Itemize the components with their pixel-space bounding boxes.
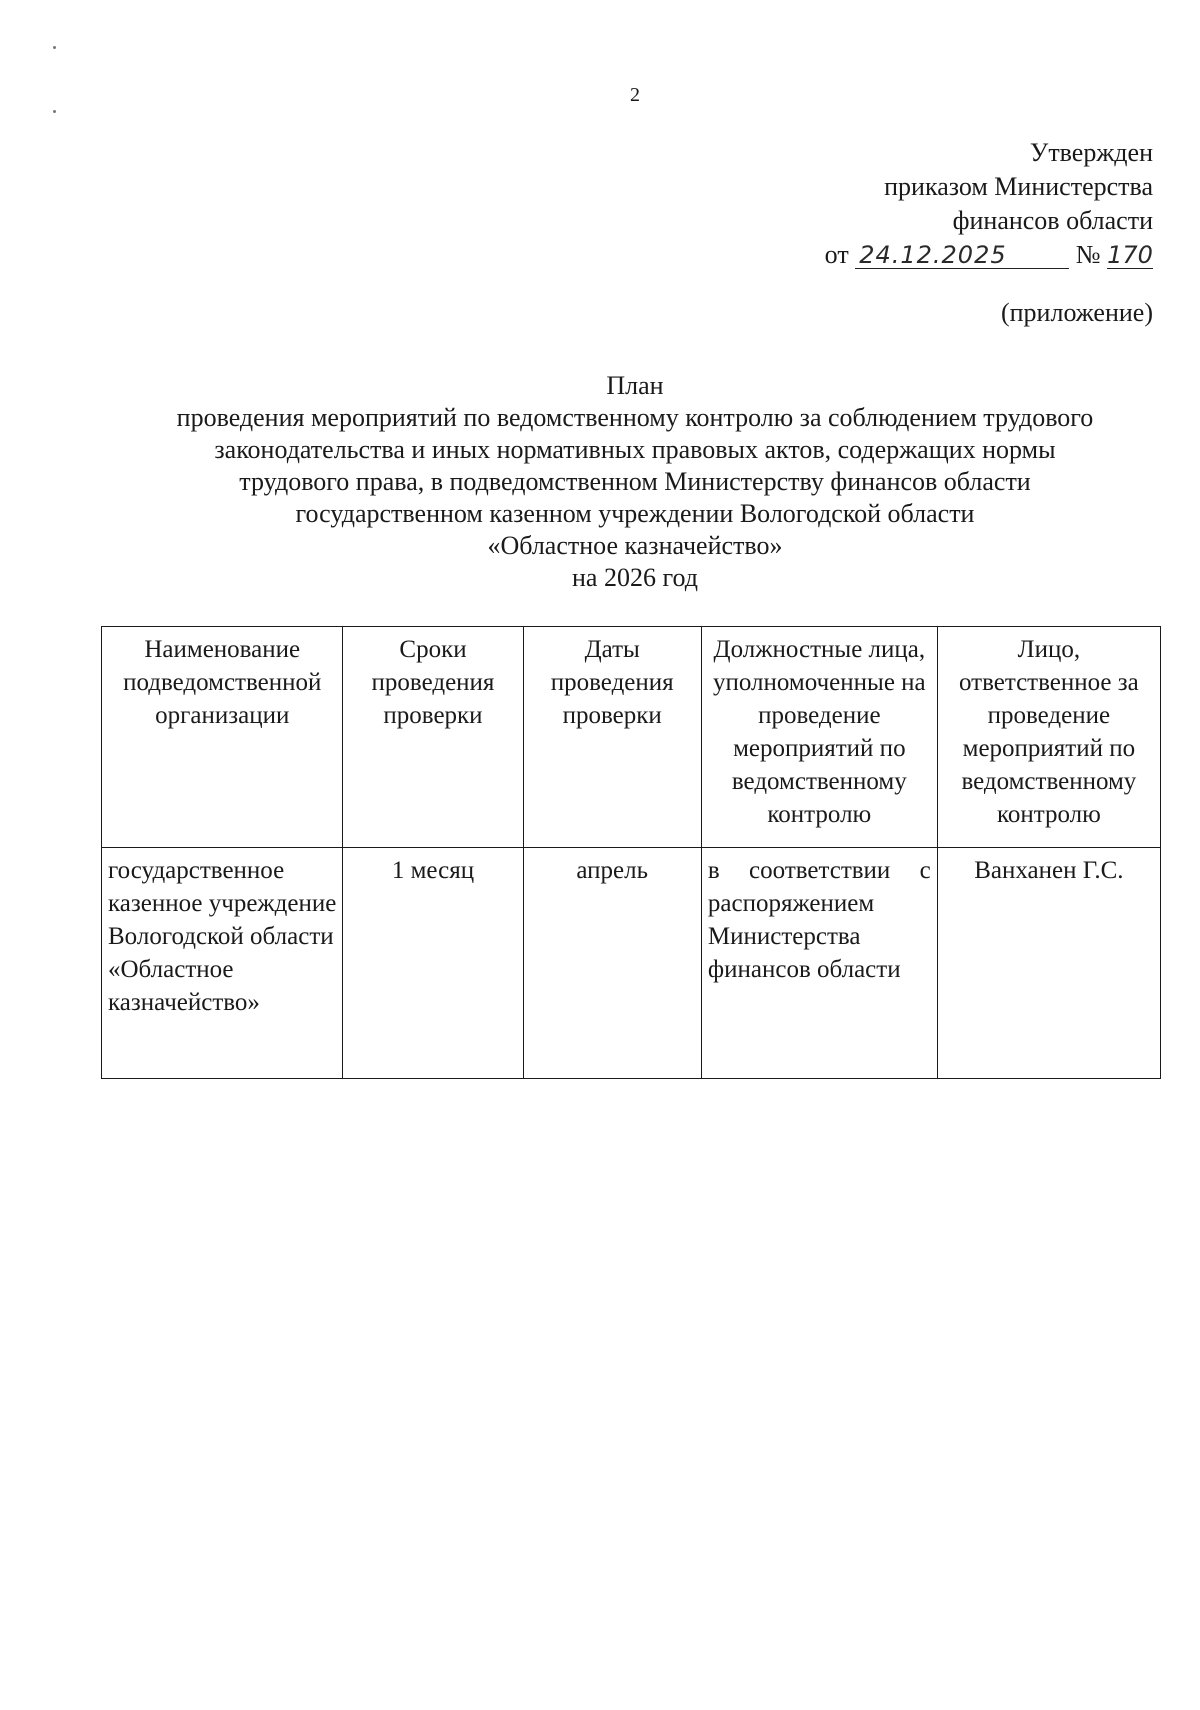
page-number: 2: [630, 84, 640, 106]
approval-date-line: [825, 238, 1153, 272]
approval-line-2: приказом Министерства: [884, 172, 1153, 201]
header-responsible: Лицо, ответственное за проведение мероприятий по ведомственному контролю: [937, 627, 1160, 848]
approval-line-3: финансов области: [952, 206, 1153, 235]
title-line-5: «Областное казначейство»: [487, 531, 783, 560]
header-duration: Сроки проведения проверки: [343, 627, 523, 848]
table-row: [102, 848, 1161, 1079]
document-title: [100, 370, 1170, 594]
approval-line-1: Утвержден: [1029, 138, 1153, 167]
header-officials: Должностные лица, уполномоченные на проведение мероприятий по ведомственному контролю: [701, 627, 937, 848]
handwritten-number: 170: [1107, 241, 1153, 269]
cell-responsible: Ванханен Г.С.: [937, 848, 1160, 1079]
header-organization: Наименование подведомственной организации: [102, 627, 343, 848]
table-header-row: [102, 627, 1161, 848]
cell-organization: государственное казенное учреждение Вологодской области «Областное казначейство»: [102, 848, 343, 1079]
cell-duration: 1 месяц: [343, 848, 523, 1079]
date-prefix: от: [824, 240, 849, 269]
title-heading: План: [606, 371, 664, 400]
header-dates: Даты проведения проверки: [523, 627, 701, 848]
number-prefix: №: [1075, 240, 1101, 269]
scan-speck: [53, 46, 56, 49]
cell-dates: апрель: [523, 848, 701, 1079]
title-line-1: проведения мероприятий по ведомственному контролю за соблюдением трудового: [176, 403, 1094, 432]
title-line-6: на 2026 год: [572, 563, 698, 592]
appendix-label: (приложение): [1000, 298, 1153, 327]
title-line-2: законодательства и иных нормативных правовых актов, содержащих нормы: [214, 435, 1056, 464]
title-line-4: государственном казенном учреждении Вологодской области: [295, 499, 975, 528]
cell-officials: в соответствии с распоряжением Министерства финансов области: [701, 848, 937, 1079]
handwritten-date: 24.12.2025: [855, 242, 1069, 269]
approval-block: [825, 136, 1153, 272]
scan-speck: [53, 110, 56, 113]
plan-table: [101, 626, 1161, 1079]
title-line-3: трудового права, в подведомственном Министерству финансов области: [239, 467, 1031, 496]
